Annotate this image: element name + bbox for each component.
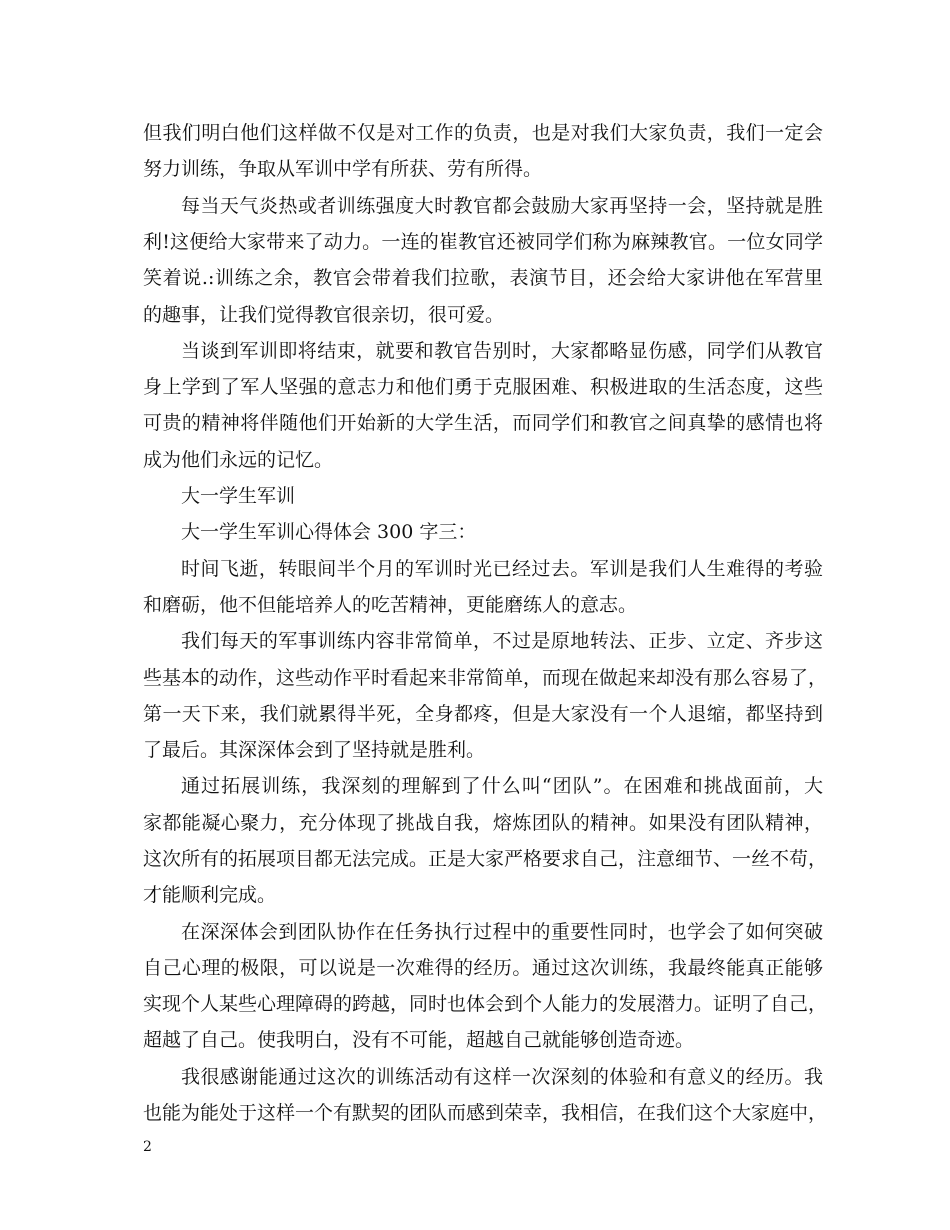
text-line: 这次所有的拓展项目都无法完成。正是大家严格要求自己，注意细节、一丝不苟， (143, 848, 828, 870)
text-line: 利!这便给大家带来了动力。一连的崔教官还被同学们称为麻辣教官。一位女同学 (143, 231, 823, 253)
text-line: 自己心理的极限，可以说是一次难得的经历。通过这次训练，我最终能真正能够 (143, 957, 823, 979)
text-line: 才能顺利完成。 (143, 884, 277, 906)
text-line: 也能为能处于这样一个有默契的团队而感到荣幸，我相信，在我们这个大家庭中， (143, 1102, 828, 1124)
text-line: 超越了自己。使我明白，没有不可能，超越自己就能够创造奇迹。 (143, 1029, 695, 1051)
text-line: 了最后。其深深体会到了坚持就是胜利。 (143, 739, 486, 761)
text-line: 可贵的精神将伴随他们开始新的大学生活，而同学们和教官之间真挚的感情也将 (143, 412, 823, 434)
text-line: 每当天气炎热或者训练强度大时教官都会鼓励大家再坚持一会，坚持就是胜 (181, 195, 823, 217)
text-line: 实现个人某些心理障碍的跨越，同时也体会到个人能力的发展潜力。证明了自己， (143, 993, 828, 1015)
text-line: 我们每天的军事训练内容非常简单，不过是原地转法、正步、立定、齐步这 (181, 630, 823, 652)
text-line: 家都能凝心聚力，充分体现了挑战自我，熔炼团队的精神。如果没有团队精神， (143, 812, 823, 834)
text-line: 第一天下来，我们就累得半死，全身都疼，但是大家没有一个人退缩，都坚持到 (143, 703, 823, 725)
text-line: 但我们明白他们这样做不仅是对工作的负责，也是对我们大家负责，我们一定会 (143, 122, 823, 144)
text-line: 当谈到军训即将结束，就要和教官告别时，大家都略显伤感，同学们从教官 (181, 340, 823, 362)
text-line: 的趣事，让我们觉得教官很亲切，很可爱。 (143, 304, 505, 326)
text-line: 大一学生军训心得体会 300 字三： (181, 521, 477, 543)
text-line: 在深深体会到团队协作在任务执行过程中的重要性同时，也学会了如何突破 (181, 921, 823, 943)
text-line: 大一学生军训 (181, 485, 296, 507)
text-line: 时间飞逝，转眼间半个月的军训时光已经过去。军训是我们人生难得的考验 (181, 558, 823, 580)
text-line: 我很感谢能通过这次的训练活动有这样一次深刻的体验和有意义的经历。我 (181, 1066, 823, 1088)
text-line: 身上学到了军人坚强的意志力和他们勇于克服困难、积极进取的生活态度，这些 (143, 376, 823, 398)
text-line: 笑着说.:训练之余，教官会带着我们拉歌，表演节目，还会给大家讲他在军营里 (143, 267, 823, 289)
text-line: 成为他们永远的记忆。 (143, 449, 334, 471)
text-line: 努力训练，争取从军训中学有所获、劳有所得。 (143, 158, 543, 180)
text-line: 些基本的动作，这些动作平时看起来非常简单，而现在做起来却没有那么容易了， (143, 667, 828, 689)
text-line: 通过拓展训练，我深刻的理解到了什么叫“团队”。在困难和挑战面前，大 (181, 775, 823, 797)
page-number: 2 (143, 1139, 152, 1155)
text-line: 和磨砺，他不但能培养人的吃苦精神，更能磨练人的意志。 (143, 594, 638, 616)
